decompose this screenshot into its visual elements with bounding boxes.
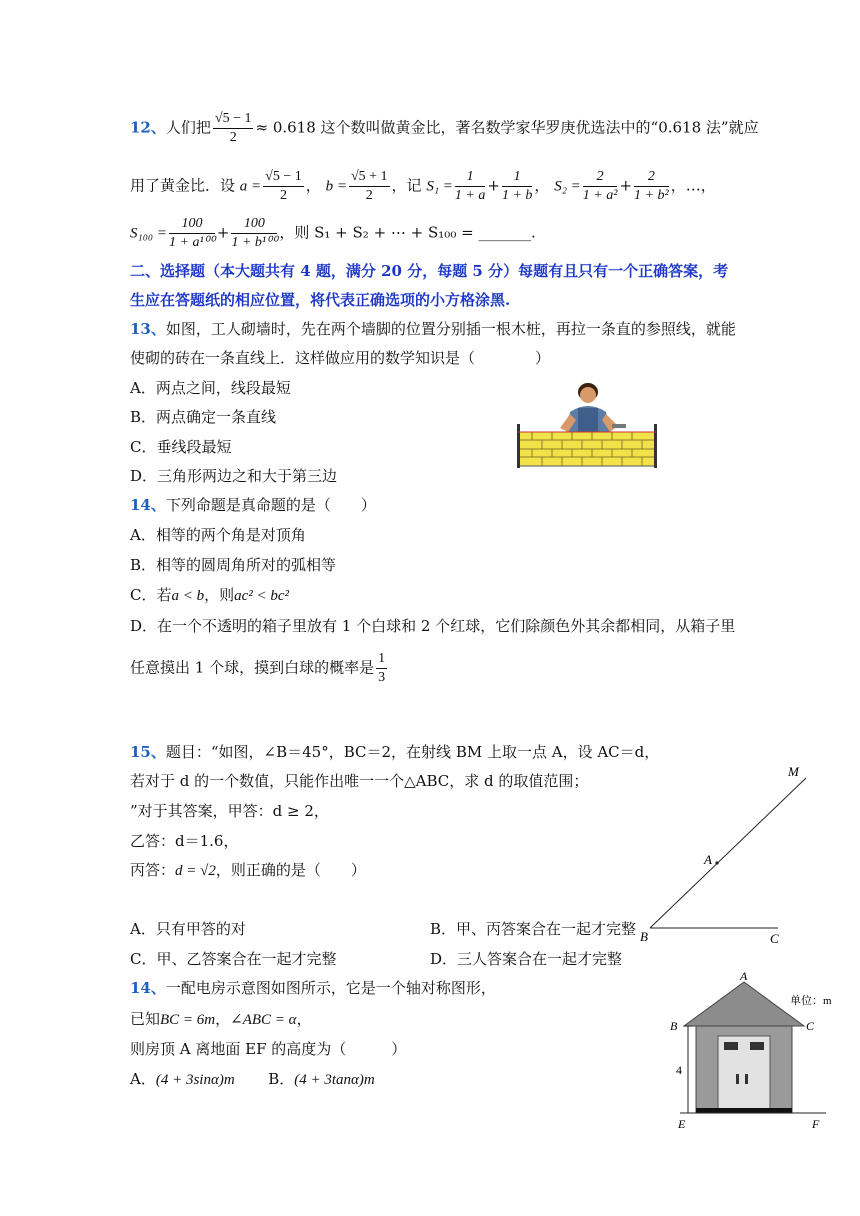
text: ，记 [391, 176, 422, 195]
point-label-m: M [788, 764, 799, 779]
math: BC = 6m [160, 1012, 216, 1028]
q15-line-4: 乙答：d＝1.6， [130, 832, 239, 850]
numerator: 2 [634, 168, 669, 187]
text: 已知 [130, 1010, 161, 1028]
fraction [169, 215, 215, 252]
question-number: 12、 [130, 118, 166, 137]
numerator: √5 + 1 [349, 168, 390, 187]
point-label-b: B [640, 929, 648, 944]
option-b: (4 + 3tanα)m [294, 1072, 375, 1088]
plus: + [487, 176, 500, 195]
text: ， [296, 1010, 312, 1028]
text: ， [305, 176, 321, 195]
text: 人们把 [165, 118, 211, 137]
point-label-c: C [770, 931, 779, 946]
house-label-b: B [670, 1019, 678, 1033]
text: 一配电房示意图如图所示，它是一个轴对称图形， [165, 979, 496, 997]
numerator: 1 [376, 650, 387, 669]
math: d = √2 [175, 863, 216, 879]
q15-option-a: A．只有甲答的对 [130, 920, 246, 938]
numerator: 1 [502, 168, 532, 187]
unit-label: 单位：m [790, 995, 832, 1007]
house-label-c: C [806, 1019, 815, 1033]
answer-blank: ，则 S₁ + S₂ + ⋯ + S₁₀₀ = _______. [279, 223, 536, 242]
q13-line-2: 使砌的砖在一条直线上．这样做应用的数学知识是（ ） [130, 349, 551, 367]
numerator: √5 − 1 [213, 110, 254, 129]
plus: + [619, 176, 633, 195]
question-number: 13、 [130, 320, 166, 338]
q15-option-d: D．三人答案合在一起才完整 [430, 950, 623, 968]
denominator: 2 [365, 188, 373, 203]
denominator: 1 + b¹⁰⁰ [231, 235, 278, 250]
text: 如图，工人砌墙时，先在两个墙脚的位置分别插一根木桩，再拉一条直的参照线，就能 [165, 320, 736, 338]
q14b-line-1 [130, 977, 496, 999]
q15-option-b: B．甲、丙答案合在一起才完整 [430, 920, 637, 938]
denominator: 1 + a¹⁰⁰ [169, 235, 215, 250]
option-a-label: A． [130, 1070, 156, 1088]
section-header-line-2: 生应在答题纸的相应位置，将代表正确选项的小方格涂黑. [130, 291, 511, 309]
q14a-option-c [130, 584, 289, 607]
q14b-line-2 [130, 1008, 312, 1031]
math: a < b [171, 588, 205, 604]
math: S₁ = [426, 178, 453, 195]
q15-line-2: 若对于 d 的一个数值，只能作出唯一一个△ABC，求 d 的取值范围； [130, 772, 589, 790]
fraction [634, 168, 669, 205]
q13-option-d: D．三角形两边之和大于第三边 [130, 467, 338, 485]
q14a-option-d-line-1: D．在一个不透明的箱子里放有 1 个白球和 2 个红球，它们除颜色外其余都相同，从箱子里 [130, 617, 736, 635]
point-label-a: A [704, 852, 712, 867]
question-number: 14、 [130, 979, 166, 997]
math: ac² < bc² [234, 588, 290, 604]
denominator: 1 + a² [582, 188, 618, 203]
q14b-line-3: 则房顶 A 离地面 EF 的高度为（ ） [130, 1040, 407, 1058]
denominator: 2 [279, 188, 287, 203]
q13-line-1 [130, 318, 736, 340]
text: 下列命题是真命题的是（ ） [165, 496, 376, 514]
fraction [376, 650, 387, 687]
text: ， [215, 1010, 231, 1028]
text: 丙答： [130, 861, 176, 879]
text: ≈ 0.618 这个数叫做黄金比，著名数学家华罗庚优选法中的“0.618 法”就应 [255, 118, 759, 137]
denominator: 2 [229, 130, 237, 145]
q15-line-1 [130, 741, 659, 763]
denominator: 1 + b [501, 188, 533, 203]
fraction [455, 168, 485, 205]
math: b = [325, 178, 347, 195]
text: ， [534, 176, 550, 195]
section-header-line-1: 二、选择题（本大题共有 4 题，满分 20 分，每题 5 分）每题有且只有一个正确答案，考 [130, 262, 729, 280]
house-label-a: A [740, 969, 748, 983]
q14a-option-b: B．相等的圆周角所对的弧相等 [130, 556, 337, 574]
q12-line-1 [130, 110, 759, 147]
ray-bm-figure [636, 760, 816, 950]
option-b-label: B． [268, 1070, 295, 1088]
fraction [231, 215, 277, 252]
q12-line-2 [130, 168, 716, 205]
q14b-options [130, 1068, 375, 1091]
text: ，则 [204, 586, 235, 604]
q14a-option-d-line-2 [130, 650, 389, 687]
plus: + [216, 223, 230, 242]
text: 任意摸出 1 个球，摸到白球的概率是 [130, 658, 375, 677]
q14a-option-a: A．相等的两个角是对顶角 [130, 526, 306, 544]
math: S₁₀₀ = [130, 225, 168, 242]
numerator: √5 − 1 [263, 168, 304, 187]
house-label-f: F [812, 1117, 820, 1131]
numerator: 100 [231, 215, 277, 234]
fraction [349, 168, 390, 205]
house-label-e: E [678, 1117, 686, 1131]
numerator: 1 [455, 168, 485, 187]
fraction [213, 110, 254, 147]
fraction [263, 168, 304, 205]
denominator: 1 + a [454, 188, 486, 203]
q15-option-c: C．甲、乙答案合在一起才完整 [130, 950, 337, 968]
q13-option-b: B．两点确定一条直线 [130, 408, 277, 426]
question-number: 15、 [130, 743, 166, 761]
question-number: 14、 [130, 496, 166, 514]
q13-option-a: A．两点之间，线段最短 [130, 379, 291, 397]
fraction [502, 168, 532, 205]
numerator: 2 [583, 168, 618, 187]
q15-line-5 [130, 859, 366, 882]
text: 题目：“如图，∠B＝45°，BC＝2，在射线 BM 上取一点 A，设 AC＝d， [165, 743, 660, 761]
q12-line-3 [130, 215, 536, 252]
denominator: 3 [378, 670, 386, 685]
option-a: (4 + 3sinα)m [155, 1072, 235, 1088]
math: S₂ = [554, 178, 581, 195]
power-room-figure [666, 968, 846, 1134]
denominator: 1 + b² [634, 188, 669, 203]
text: ，…， [670, 176, 716, 195]
math: a = [239, 178, 262, 195]
height-label: 4 [676, 1063, 682, 1077]
q15-line-3: ”对于其答案，甲答：d ≥ 2， [130, 802, 329, 820]
q14a-line-1 [130, 494, 376, 516]
fraction [583, 168, 618, 205]
bricklayer-illustration [512, 380, 664, 470]
text: ，则正确的是（ ） [215, 861, 366, 879]
text: 用了黄金比．设 [130, 176, 236, 195]
math: ∠ABC = α [230, 1012, 297, 1028]
q13-option-c: C．垂线段最短 [130, 438, 232, 456]
numerator: 100 [169, 215, 215, 234]
text: C．若 [130, 586, 172, 604]
